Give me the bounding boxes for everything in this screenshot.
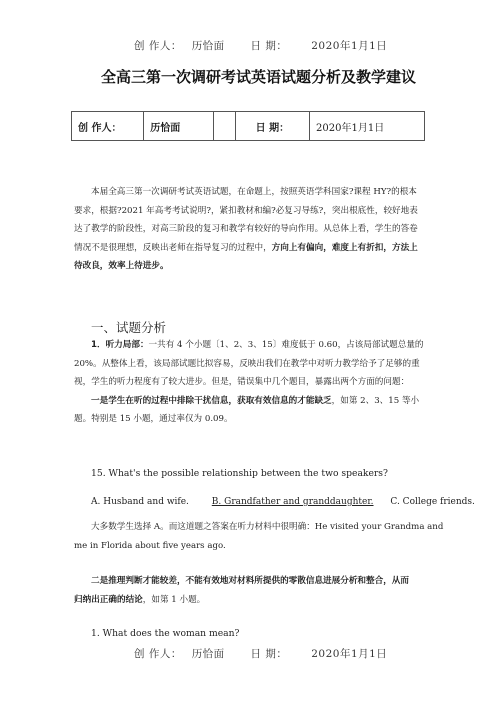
document-title: 全高三第一次调研考试英语试题分析及教学建议 (101, 68, 417, 86)
q15-comment (74, 518, 443, 555)
footer-author-label: 创 作人： (134, 648, 182, 660)
intro-line: 要求，根据?2021 年高考考试说明?，紧扣教材和编?必复习导练?，突出根底性，较好地表 (74, 205, 418, 216)
option-a: A. Husband and wife. (91, 497, 189, 507)
intro-line: 达了教学的阶段性，对高三阶段的复习和教学有较好的导向作用。从总体上看，学生的答卷 (74, 224, 418, 235)
header-date: 2020年1月1日 (311, 40, 388, 52)
point2-bold2: 归纳出正确的结论 (74, 594, 143, 605)
table-date: 2020年1月1日 (310, 112, 425, 141)
question-15: 15. What's the possible relationship between the two speakers? (91, 468, 388, 479)
header-author-label: 创 作人： (134, 40, 182, 52)
table-date-label: 日 期： (235, 112, 309, 141)
q15-comment-line: me in Florida about five years ago. (74, 540, 226, 551)
option-c: C. College friends. (390, 497, 475, 507)
table-author: 历恰面 (144, 112, 214, 141)
point1-line2: 题。特别是 15 小题，通过率仅为 0.09。 (74, 414, 233, 425)
header-date-label: 日 期： (250, 40, 288, 52)
intro-line-text: 情况不是很理想，反映出老师在指导复习的过程中， (74, 242, 272, 253)
option-b: B. Grandfather and granddaughter. (211, 497, 374, 507)
point1-line (74, 392, 424, 411)
page-footer (134, 646, 387, 661)
author-date-table (71, 111, 425, 141)
header-author: 历恰面 (191, 40, 225, 52)
intro-bold-text: 方向上有偏向，难度上有折扣，方法上 (271, 242, 418, 253)
point2-tail: ，如第 1 小题。 (142, 594, 206, 605)
intro-line: 本届全高三第一次调研考试英语试题，在命题上，按照英语学科国家?课程 HY?的根本 (91, 187, 417, 197)
point2-line2 (74, 591, 409, 610)
intro-bold-line: 待改良，效率上待进步。 (74, 261, 169, 272)
listening-line: 20%。从整体上看，该局部试题比拟容易，反映出我们在教学中对听力教学给予了足够的重 (74, 358, 420, 369)
point1-bold: 一是学生在听的过程中排除干扰信息，获取有效信息的才能缺乏 (91, 395, 332, 406)
question-15-options (91, 497, 475, 507)
point2-paragraph (74, 572, 409, 609)
section-heading: 一、试题分析 (91, 320, 167, 335)
listening-paragraph (74, 336, 424, 429)
listening-line (74, 336, 424, 355)
table-author-label: 创 作人： (72, 112, 144, 141)
point2-bold: 二是推理判断才能较差，不能有效地对材料所提供的零散信息进展分析和整合，从而 (91, 576, 409, 586)
page-header (134, 38, 387, 53)
listening-line: 视，学生的听力程度有了较大进步。但是，错误集中几个题目，暴露出两个方面的问题： (74, 377, 410, 388)
footer-author: 历恰面 (191, 648, 225, 660)
listening-label: 1．听力局部： (91, 340, 149, 350)
table-empty-cell (214, 112, 235, 141)
listening-text: 一共有 4 个小题〔1、2、3、15〕难度低于 0.60，占该局部试题总量的 (148, 340, 424, 350)
question-1: 1. What does the woman mean? (91, 628, 240, 639)
intro-line (74, 239, 418, 258)
footer-date: 2020年1月1日 (311, 648, 388, 660)
intro-paragraph (74, 183, 418, 276)
footer-date-label: 日 期： (250, 648, 288, 660)
q15-comment-line: 大多数学生选择 A。而这道题之答案在听力材料中很明确：He visited your Grandma and (91, 522, 444, 532)
point1-tail: ，如第 2、3、15 等小 (331, 395, 420, 406)
